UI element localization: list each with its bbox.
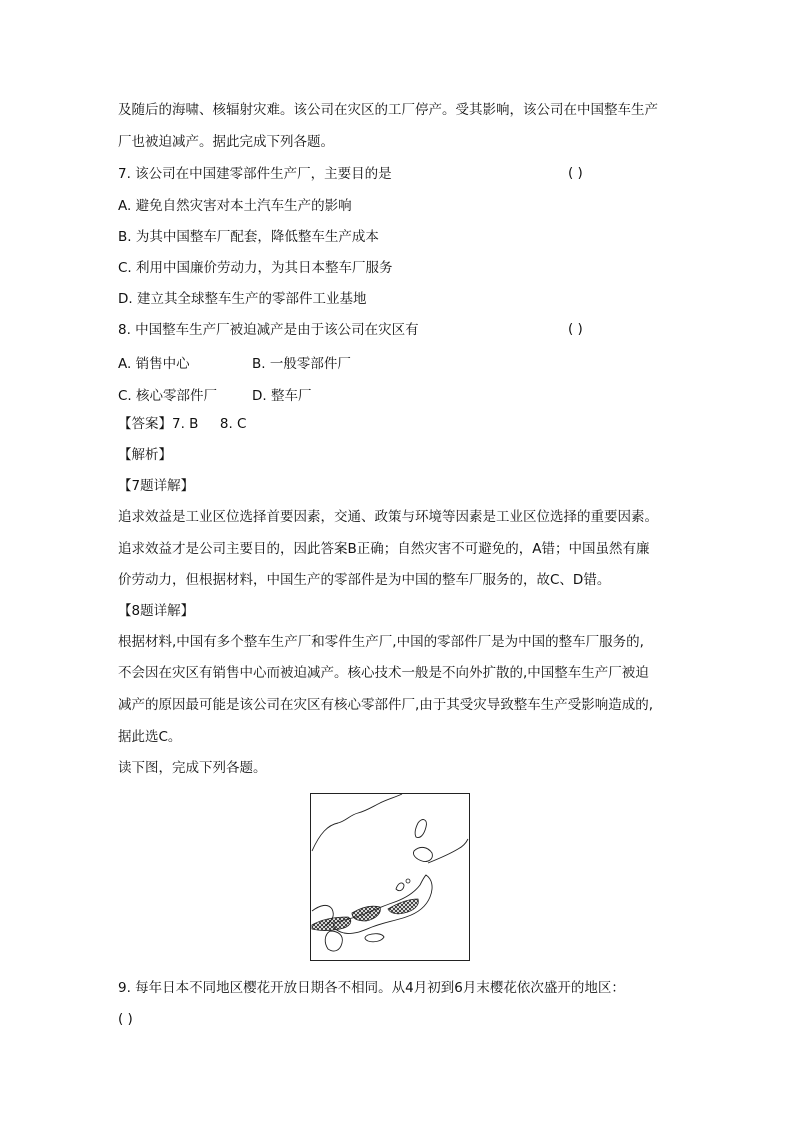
q8-detail-line-4: 据此选C。: [118, 729, 182, 745]
q7-detail-header: 【7题详解】: [118, 478, 195, 494]
map-frame: [311, 794, 470, 961]
question-7-option-c: C. 利用中国廉价劳动力，为其日本整车厂服务: [118, 260, 393, 276]
question-8-option-b: B. 一般零部件厂: [252, 356, 351, 372]
figure-intro: 读下图，完成下列各题。: [118, 760, 267, 776]
intro-line-2: 厂也被迫减产。据此完成下列各题。: [118, 134, 334, 150]
q8-detail-line-1: 根据材料,中国有多个整车生产厂和零件生产厂,中国的零部件厂是为中国的整车厂服务的,: [118, 634, 644, 650]
question-9-stem: 9. 每年日本不同地区樱花开放日期各不相同。从4月初到6月末樱花依次盛开的地区：: [118, 980, 625, 996]
question-8-stem: 8. 中国整车生产厂被迫减产是由于该公司在灾区有: [118, 322, 419, 338]
q8-detail-header: 【8题详解】: [118, 603, 195, 619]
answer-label: 【答案】: [118, 416, 172, 432]
q7-detail-line-2: 追求效益才是公司主要目的，因此答案B正确；自然灾害不可避免的，A错；中国虽然有廉: [118, 541, 650, 557]
intro-line-1: 及随后的海啸、核辐射灾难。该公司在灾区的工厂停产。受其影响，该公司在中国整车生产: [118, 102, 658, 118]
q7-detail-line-1: 追求效益是工业区位选择首要因素，交通、政策与环境等因素是工业区位选择的重要因素。: [118, 509, 658, 525]
q8-detail-line-3: 减产的原因最可能是该公司在灾区有核心零部件厂,由于其受灾导致整车生产受影响造成的,: [118, 697, 654, 713]
question-7-option-b: B. 为其中国整车厂配套，降低整车生产成本: [118, 229, 379, 245]
question-9-paren: ( ): [118, 1011, 133, 1027]
q7-detail-line-3: 价劳动力，但根据材料，中国生产的零部件是为中国的整车厂服务的，故C、D错。: [118, 572, 611, 588]
question-7-stem: 7. 该公司在中国建零部件生产厂，主要目的是: [118, 166, 392, 182]
question-7-option-d: D. 建立其全球整车生产的零部件工业基地: [118, 291, 367, 307]
japan-map-figure: [310, 793, 470, 961]
question-8-option-c: C. 核心零部件厂: [118, 388, 218, 404]
answer-line: [118, 415, 247, 433]
answer-text: 7. B 8. C: [172, 416, 247, 432]
question-8-option-d: D. 整车厂: [252, 388, 312, 404]
question-8-option-a: A. 销售中心: [118, 356, 190, 372]
analysis-label: 【解析】: [118, 447, 172, 463]
question-7-paren: ( ): [568, 165, 583, 181]
question-8-paren: ( ): [568, 321, 583, 337]
question-7-option-a: A. 避免自然灾害对本土汽车生产的影响: [118, 198, 352, 214]
q8-detail-line-2: 不会因在灾区有销售中心而被迫减产。核心技术一般是不向外扩散的,中国整车生产厂被迫: [118, 665, 649, 681]
